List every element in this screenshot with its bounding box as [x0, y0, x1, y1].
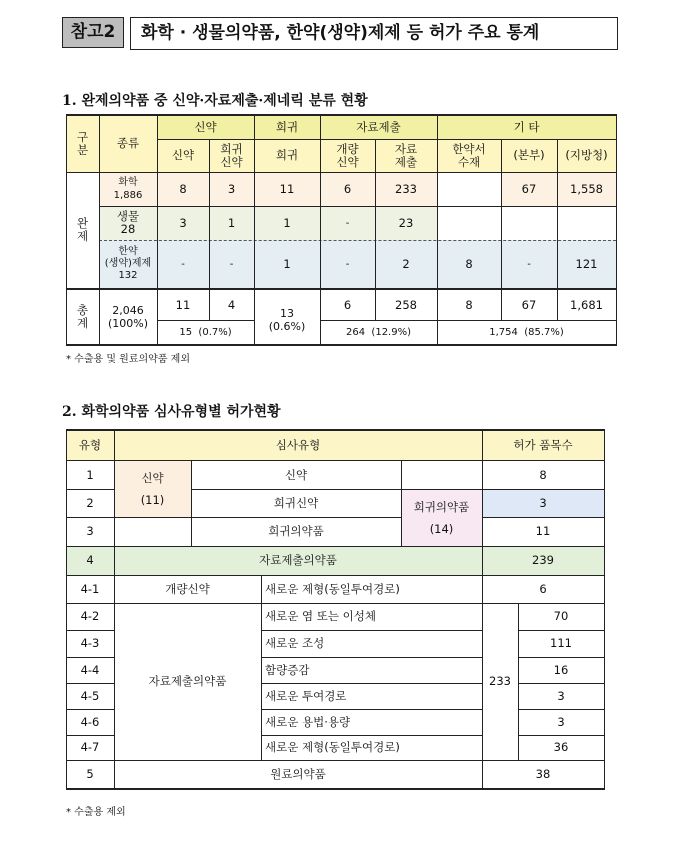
col-type: 유형 [66, 430, 114, 460]
table-cell: - [320, 206, 375, 240]
table-cell: - [157, 240, 209, 288]
count-cell: 16 [553, 662, 569, 677]
table-cell: 67 [521, 297, 537, 312]
type-cell: 4 [66, 546, 114, 575]
table-cell: 1,681 [570, 297, 603, 312]
data-total: 233 [489, 674, 511, 688]
sub-data: 자료 제출 [375, 139, 437, 172]
count-cell: 8 [539, 467, 547, 482]
table-border [401, 460, 402, 546]
review-cell: 새로운 조성 [265, 636, 325, 650]
review-cell: 자료제출의약품 [114, 546, 482, 575]
table-cell: 1 [254, 240, 320, 288]
sub-hq: (본부) [501, 139, 557, 172]
table-cell: 3 [209, 172, 254, 206]
total-sub-new: 15 (0.7%) [179, 326, 232, 338]
table-border [157, 114, 158, 346]
review-cell: 신약 [284, 467, 308, 482]
table-cell: 6 [343, 297, 352, 312]
kind-herbal: 한약 (생약)제제 132 [99, 240, 157, 288]
table-border [66, 760, 604, 761]
table2-note: * 수출용 제외 [66, 807, 126, 818]
table-border [518, 657, 604, 658]
table-cell: - [501, 240, 557, 288]
col-gubun: 구 분 [66, 115, 99, 172]
table-border [482, 489, 604, 490]
section2-heading: 2. 화학의약품 심사유형별 허가현황 [62, 404, 281, 420]
table-cell: 67 [501, 172, 557, 206]
table-border [518, 630, 604, 631]
table-border [191, 460, 192, 546]
type-cell: 5 [86, 766, 94, 781]
table-border [320, 320, 616, 321]
table-border [375, 139, 376, 320]
table-cell: 11 [254, 172, 320, 206]
sub-rare: 희귀 [254, 139, 320, 172]
table-cell: 1 [209, 206, 254, 240]
table-cell: 4 [227, 297, 236, 312]
count-cell: 3 [482, 489, 604, 517]
type-cell: 4-4 [80, 662, 100, 677]
table-border [501, 139, 502, 320]
table-border [261, 657, 482, 658]
type-cell: 2 [86, 495, 94, 510]
table-border [518, 709, 604, 710]
sub-herbal-book: 한약서 수재 [437, 139, 501, 172]
table-border [557, 139, 558, 320]
table-cell: 233 [375, 172, 437, 206]
table-border [191, 489, 482, 490]
table-border [66, 517, 401, 518]
table-cell [501, 206, 557, 240]
review-cell: 새로운 제형(동일투여경로) [265, 581, 400, 596]
improved-group: 개량신약 [165, 581, 210, 596]
table-cell: 1,558 [557, 172, 616, 206]
sub-improved: 개량 신약 [320, 139, 375, 172]
table-border [114, 429, 115, 790]
table-border [261, 630, 482, 631]
table-cell [437, 172, 501, 206]
table-border [261, 709, 482, 710]
table-border [66, 114, 616, 116]
table-border [157, 139, 616, 140]
table-border [261, 575, 262, 760]
row-group-label: 완 제 [76, 216, 89, 243]
count-cell: 11 [535, 524, 551, 538]
header [62, 17, 618, 50]
data-submission-group: 자료제출의약품 [148, 674, 227, 688]
table-cell: 258 [395, 297, 417, 312]
table-border [66, 657, 114, 658]
table-border [66, 288, 616, 290]
page-title: 화학 · 생물의약품, 한약(생약)제제 등 허가 주요 통계 [130, 17, 618, 50]
review-cell: 새로운 제형(동일투여경로) [265, 740, 400, 754]
table-border [66, 489, 114, 490]
table-cell [437, 206, 501, 240]
sub-new: 신약 [157, 139, 209, 172]
count-cell: 3 [557, 688, 565, 703]
table-cell: 1 [254, 206, 320, 240]
grp-new: 신약 [157, 115, 254, 139]
sub-rare-new: 희귀 신약 [209, 139, 254, 172]
table-border [99, 206, 616, 207]
col-count: 허가 품목수 [482, 430, 604, 460]
table-border [66, 735, 114, 736]
col-kind: 종류 [99, 115, 157, 172]
table-border [261, 683, 482, 684]
table-border [518, 683, 604, 684]
table-border [66, 788, 604, 790]
table-border [616, 114, 617, 346]
review-cell: 원료의약품 [270, 766, 326, 781]
rare-drug-group: 희귀의약품 (14) [401, 489, 482, 546]
table-border [66, 429, 604, 431]
table-cell: 8 [465, 297, 473, 312]
table-border [66, 344, 616, 346]
total-sub-etc: 1,754 (85.7%) [489, 326, 564, 338]
table-cell: 121 [557, 240, 616, 288]
type-cell: 4-6 [80, 714, 100, 729]
col-review: 심사유형 [114, 430, 482, 460]
review-cell: 함량증감 [265, 662, 310, 677]
table-cell: 3 [157, 206, 209, 240]
grp-rare: 희귀 [254, 115, 320, 139]
table-border [66, 172, 616, 173]
kind-bio: 생물 28 [99, 206, 157, 240]
total-label: 총 계 [76, 303, 89, 330]
review-cell: 희귀의약품 [268, 524, 324, 538]
table-border [261, 735, 482, 736]
review-cell: 새로운 투여경로 [265, 688, 347, 703]
table-border [209, 139, 210, 320]
table-cell: 8 [437, 240, 501, 288]
sub-region: (지방청) [557, 139, 616, 172]
table-border [437, 114, 438, 346]
table-border [320, 114, 321, 346]
table-border [518, 603, 519, 760]
table-border [604, 429, 605, 790]
table-cell: 8 [157, 172, 209, 206]
type-cell: 4-5 [80, 688, 100, 703]
table-cell: 11 [175, 297, 191, 312]
table-border [482, 517, 604, 518]
table-cell: - [209, 240, 254, 288]
grp-data: 자료제출 [320, 115, 437, 139]
type-cell: 1 [86, 467, 94, 482]
table-border [66, 575, 604, 576]
type-cell: 4-1 [80, 581, 100, 596]
table-border [254, 114, 255, 346]
count-cell: 38 [535, 766, 551, 781]
table-border [66, 460, 604, 461]
count-cell: 6 [539, 581, 547, 596]
grp-etc: 기 타 [437, 115, 616, 139]
empty-cell [114, 517, 191, 546]
table-cell: 23 [375, 206, 437, 240]
table-border [482, 429, 483, 790]
table-cell: 13 (0.6%) [268, 307, 306, 333]
table-border [66, 603, 604, 604]
count-cell: 3 [557, 714, 565, 729]
kind-chem: 화학 1,886 [99, 172, 157, 206]
table-border [66, 630, 114, 631]
review-cell: 희귀신약 [273, 495, 319, 510]
new-drug-group: 신약 (11) [114, 461, 191, 517]
table-border [157, 320, 254, 321]
table-border [66, 429, 67, 790]
table-border [99, 240, 616, 241]
type-cell: 4-7 [80, 740, 100, 754]
count-cell: 36 [553, 740, 569, 754]
count-cell: 239 [482, 546, 604, 575]
table-cell: 2 [375, 240, 437, 288]
table-border [99, 114, 100, 346]
table-border [66, 546, 604, 547]
type-cell: 3 [86, 524, 94, 538]
table-cell [557, 206, 616, 240]
table-cell: - [320, 240, 375, 288]
table-border [66, 683, 114, 684]
count-cell: 111 [550, 636, 572, 650]
type-cell: 4-3 [80, 636, 100, 650]
empty-cell [401, 461, 482, 489]
table-border [518, 735, 604, 736]
review-cell: 새로운 염 또는 이성체 [265, 609, 376, 623]
section1-heading: 1. 완제의약품 중 신약·자료제출·제네릭 분류 현황 [62, 93, 368, 109]
type-cell: 4-2 [80, 609, 100, 623]
table-cell: 6 [320, 172, 375, 206]
table1-note: * 수출용 및 원료의약품 제외 [66, 354, 190, 365]
review-cell: 새로운 용법·용량 [265, 714, 351, 729]
total-sub-data: 264 (12.9%) [345, 326, 411, 338]
count-cell: 70 [553, 609, 569, 623]
total-kind: 2,046 (100%) [107, 304, 149, 330]
table-border [66, 709, 114, 710]
reference-tag: 참고2 [62, 17, 124, 48]
table-border [66, 114, 67, 346]
